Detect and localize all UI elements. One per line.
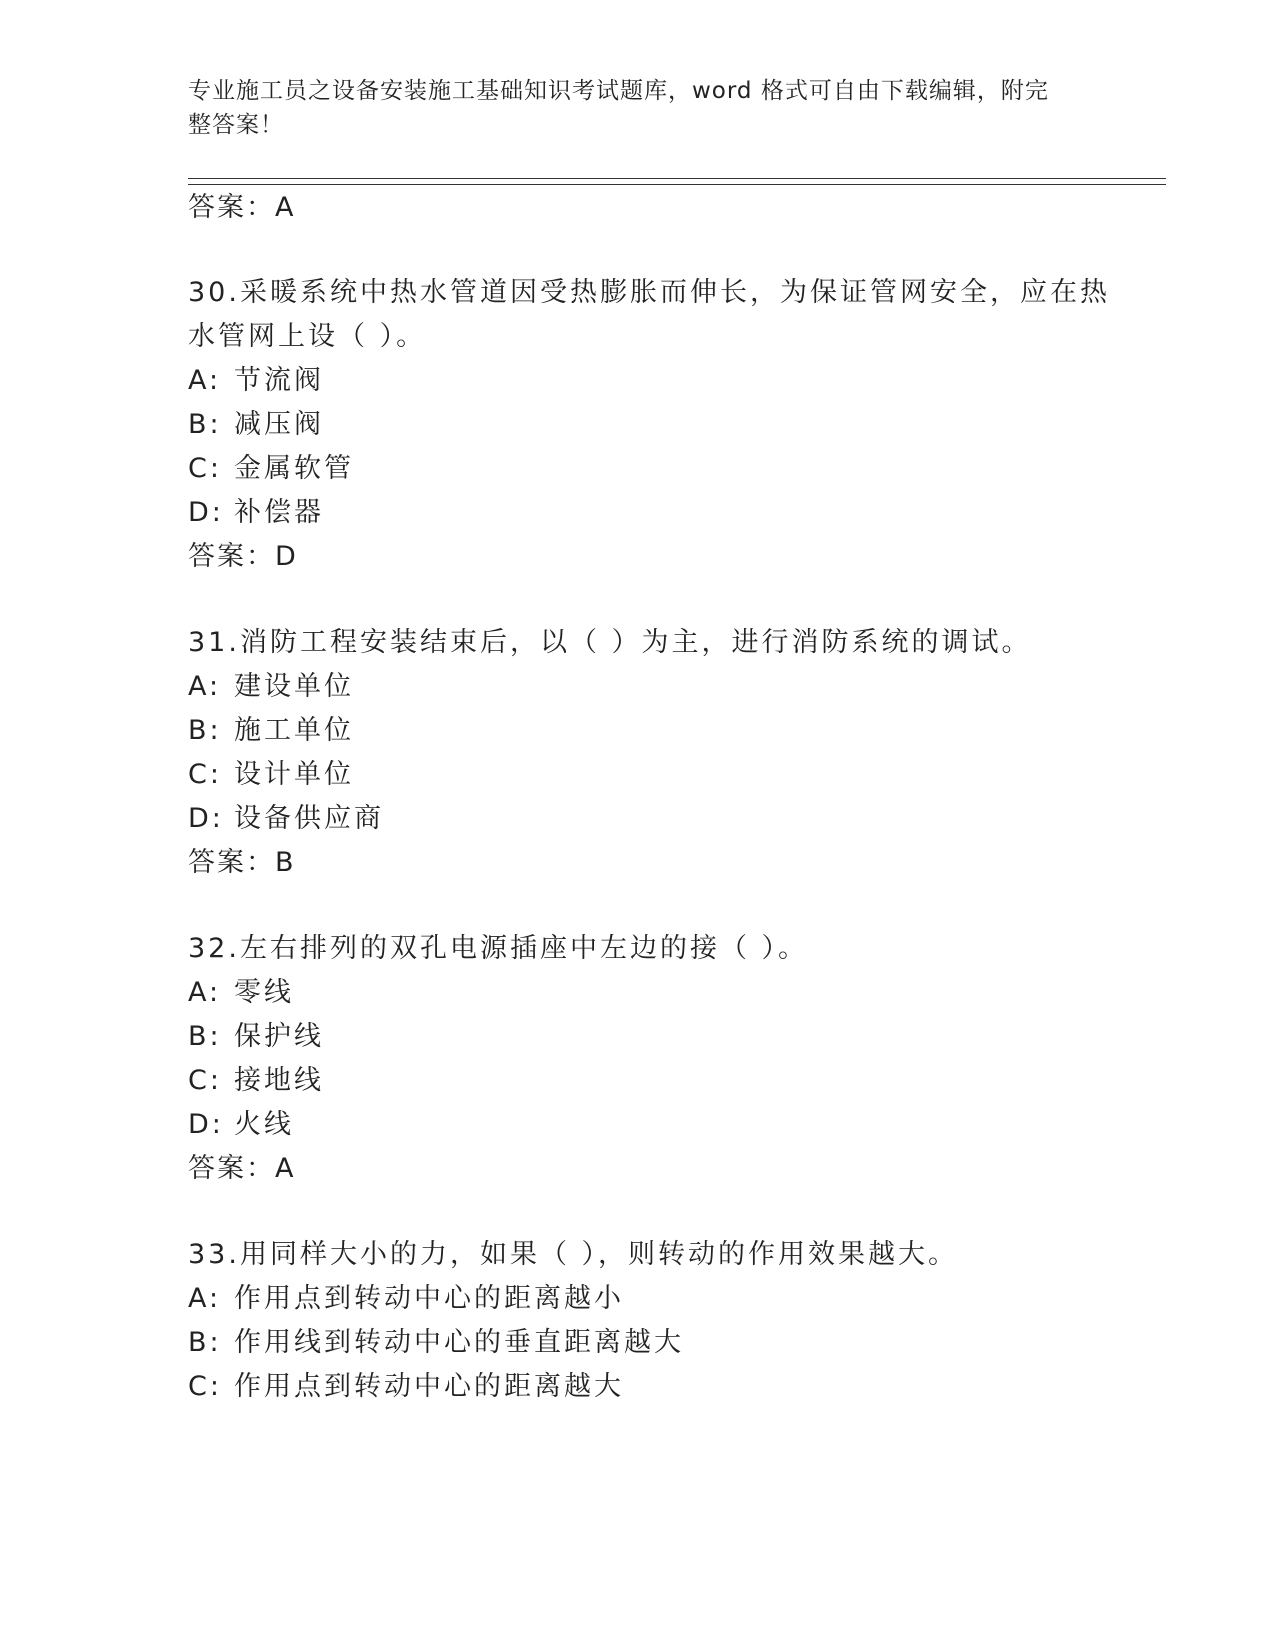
question-30-option-b [188,408,324,442]
option-text: 补偿器 [234,497,324,528]
option-text: 施工单位 [234,715,354,746]
question-32-stem-line1: 32.左右排列的双孔电源插座中左边的接（ ）。 [188,933,809,964]
option-text: 作用点到转动中心的距离越大 [234,1371,624,1402]
option-text: 节流阀 [234,365,324,396]
option-key: B: [188,1327,222,1358]
question-32-option-a [188,976,294,1010]
option-key: D: [188,1109,224,1140]
option-key: D: [188,497,224,528]
option-key: A: [188,1283,222,1314]
option-text: 火线 [234,1109,294,1140]
option-key: D: [188,803,224,834]
question-33-option-b [188,1326,684,1360]
question-32-option-c [188,1064,324,1098]
question-32-option-b [188,1020,324,1054]
option-text: 零线 [234,977,294,1008]
question-31-stem-line1: 31.消防工程安装结束后，以（ ）为主，进行消防系统的调试。 [188,627,1032,658]
previous-answer: 答案：A [188,192,296,223]
option-text: 作用点到转动中心的距离越小 [234,1283,624,1314]
option-key: B: [188,1021,222,1052]
option-text: 设备供应商 [234,803,384,834]
question-32-option-d [188,1108,294,1142]
question-33-option-c [188,1370,624,1404]
question-30-option-c [188,452,354,486]
question-31-option-a [188,670,354,704]
question-30-stem-line2: 水管网上设（ ）。 [188,321,427,352]
document-header: 专业施工员之设备安装施工基础知识考试题库，word 格式可自由下载编辑，附完整答案！ [188,78,1049,138]
question-30-option-a [188,364,324,398]
option-key: B: [188,715,222,746]
option-key: C: [188,453,222,484]
option-key: C: [188,1371,222,1402]
option-key: A: [188,365,222,396]
option-text: 接地线 [234,1065,324,1096]
question-31-answer: 答案：B [188,847,296,878]
question-30-option-d [188,496,324,530]
question-33-stem-line1: 33.用同样大小的力，如果（ ），则转动的作用效果越大。 [188,1239,959,1270]
option-text: 减压阀 [234,409,324,440]
question-30-stem-line1: 30.采暖系统中热水管道因受热膨胀而伸长，为保证管网安全，应在热 [188,277,1110,308]
option-text: 保护线 [234,1021,324,1052]
question-33-option-a [188,1282,624,1316]
question-30-answer: 答案：D [188,541,298,572]
option-text: 建设单位 [234,671,354,702]
option-key: A: [188,977,222,1008]
question-31-option-b [188,714,354,748]
option-key: C: [188,1065,222,1096]
question-32-answer: 答案：A [188,1153,296,1184]
header-divider-bottom [188,184,1166,185]
option-text: 金属软管 [234,453,354,484]
option-text: 作用线到转动中心的垂直距离越大 [234,1327,684,1358]
question-31-option-c [188,758,354,792]
header-divider-top [188,178,1166,179]
option-key: A: [188,671,222,702]
option-key: C: [188,759,222,790]
question-31-option-d [188,802,384,836]
option-key: B: [188,409,222,440]
option-text: 设计单位 [234,759,354,790]
